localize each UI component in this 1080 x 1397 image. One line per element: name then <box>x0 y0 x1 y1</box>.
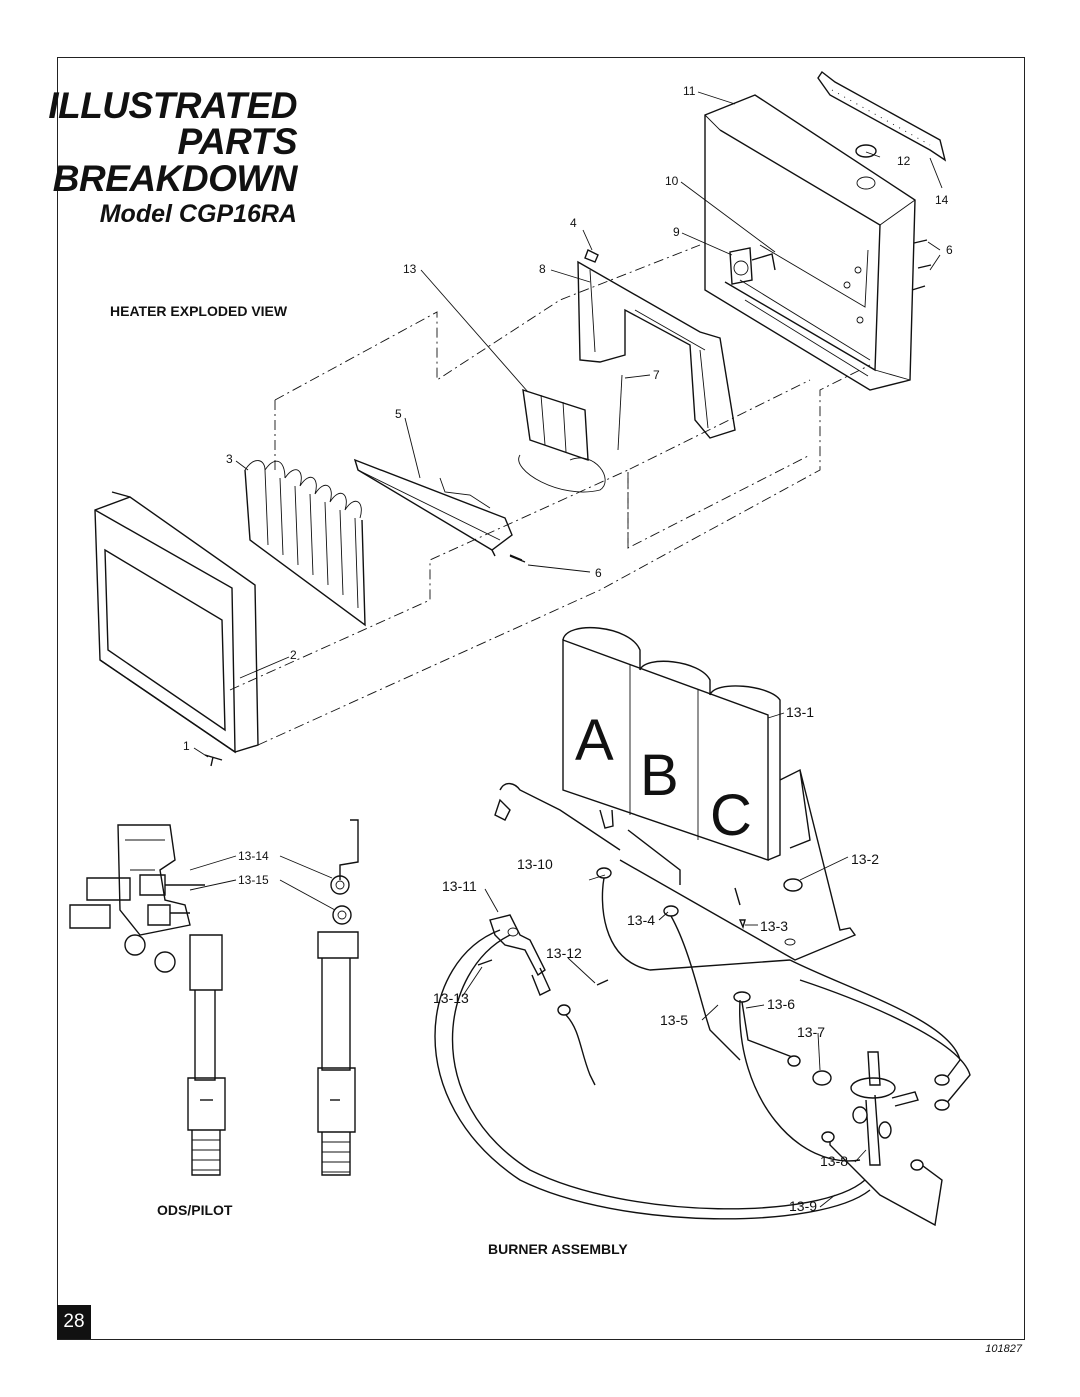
callout-13-11: 13-11 <box>442 878 477 894</box>
callout-13-3: 13-3 <box>760 918 789 934</box>
callout-4: 4 <box>570 216 577 230</box>
burner-assembly <box>435 628 970 1225</box>
front-panel <box>95 492 258 752</box>
callout-13-10: 13-10 <box>517 856 553 872</box>
callout-7: 7 <box>653 368 660 382</box>
callout-13-6: 13-6 <box>767 996 796 1012</box>
screws <box>205 240 931 766</box>
callout-13-2: 13-2 <box>851 851 880 867</box>
panel-letter-a: A <box>575 708 614 773</box>
callout-13: 13 <box>403 262 417 276</box>
callout-11: 11 <box>683 84 696 98</box>
document-number: 101827 <box>985 1343 1022 1355</box>
callout-13-5: 13-5 <box>660 1012 689 1028</box>
callout-13-7: 13-7 <box>797 1024 826 1040</box>
callout-13-13: 13-13 <box>433 990 469 1006</box>
leader-lines-upper <box>194 92 942 757</box>
panel-letter-b: B <box>640 743 679 808</box>
control-knob <box>856 145 876 189</box>
ods-pilot-view-left <box>70 825 225 1175</box>
callout-3: 3 <box>226 452 233 466</box>
callout-1: 1 <box>183 739 190 753</box>
model-name: Model CGP16RA <box>99 200 297 228</box>
title-line-3: BREAKDOWN <box>52 158 297 199</box>
callout-13-8: 13-8 <box>820 1153 849 1169</box>
callout-5: 5 <box>395 407 402 421</box>
callout-2: 2 <box>290 648 297 662</box>
heater-exploded-view-heading: HEATER EXPLODED VIEW <box>110 303 288 319</box>
page-number: 28 <box>57 1305 91 1339</box>
burner-assembly-heading: BURNER ASSEMBLY <box>488 1241 628 1257</box>
callout-6-top: 6 <box>946 243 953 257</box>
mounting-bracket <box>818 72 945 160</box>
panel-letter-c: C <box>710 783 752 848</box>
regulator <box>730 248 775 284</box>
title-line-1: ILLUSTRATED <box>48 85 297 126</box>
callout-13-1: 13-1 <box>786 704 815 720</box>
callout-13-12: 13-12 <box>546 945 582 961</box>
burner-shield <box>355 460 522 560</box>
callout-12: 12 <box>897 154 911 168</box>
ods-pilot-heading: ODS/PILOT <box>157 1202 233 1218</box>
title-line-2: PARTS <box>177 121 297 162</box>
callout-13-9: 13-9 <box>789 1198 818 1214</box>
burner-module <box>519 375 622 492</box>
back-cabinet <box>705 95 915 390</box>
exploded-guide-lines <box>230 245 870 745</box>
burner-frame <box>578 250 735 438</box>
callout-13-4: 13-4 <box>627 912 656 928</box>
ods-pilot-view-right <box>318 820 358 1175</box>
callout-14: 14 <box>935 193 949 207</box>
callout-13-15: 13-15 <box>238 873 269 887</box>
callout-6-bottom: 6 <box>595 566 602 580</box>
callout-10: 10 <box>665 174 679 188</box>
callout-13-14: 13-14 <box>238 849 269 863</box>
callout-8: 8 <box>539 262 546 276</box>
callout-9: 9 <box>673 225 680 239</box>
radiant-grill <box>245 461 365 625</box>
